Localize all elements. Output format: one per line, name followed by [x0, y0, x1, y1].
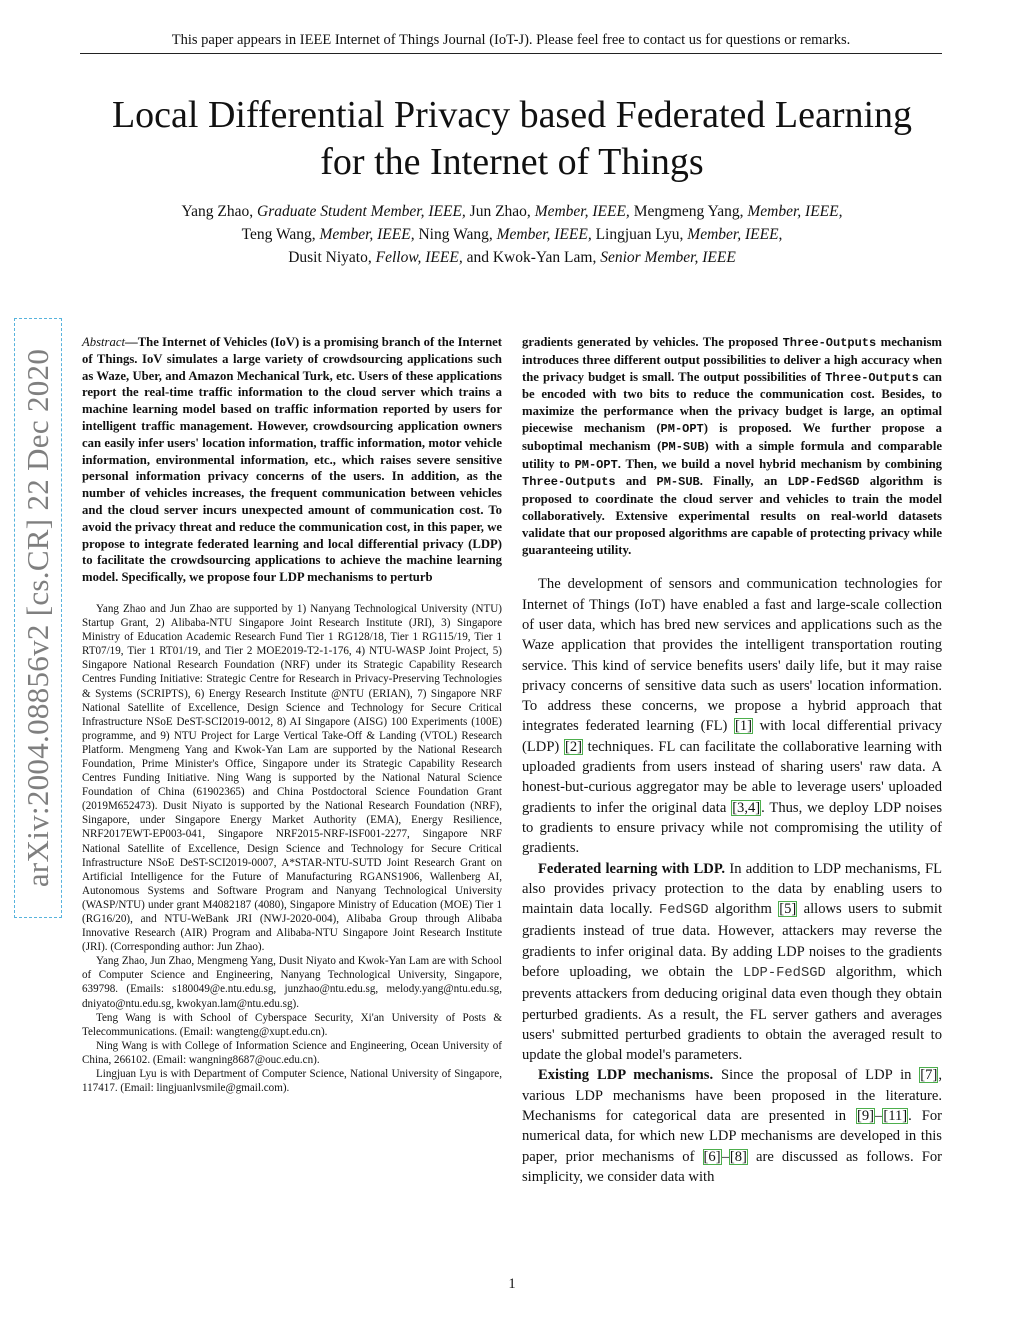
author-name: Kwok-Yan Lam,: [492, 249, 597, 266]
funding-footnote: Yang Zhao and Jun Zhao are supported by 1) Nanyang Technological University (NTU) Startup Grant, 2) Alibaba-NTU Singapore Joint Research Institute (JRI), 3) Singapore Ministry of Education Academic Research Fund Tier 1 RG128/18, Tier 1 RG115/19, Tier 1 RT07/19, Tier 1 RT01/19, and Tier 2 MOE2019-T2-1-176, 4) NTU-WASP Joint Project, 5) Singapore National Research Foundation (NRF) under its Strategic Capability Research Centres Funding Initiative: Strategic Centre for Research in Privacy-Preserving Technologies & Systems (SCRIPTS), 6) Energy Research Institute @NTU (ERIAN), 7) Singapore NRF National Satellite of Excellence, Design Science and Technology for Secure Critical Infrastructure NSoE DeST-SCI2019-0012, 8) AI Singapore (AISG) 100 Experiments (100E) programme, and 9) NTU Project for Large Vertical Take-Off & Landing (VTOL) Research Platform. Mengmeng Yang and Kwok-Yan Lam are supported by the National Research Foundation, Prime Minister's Office, Singapore under its Strategic Capability Research Centres Funding Initiative. Ning Wang is supported by the National Natural Science Foundation of China (61902365) and China Postdoctoral Science Foundation Grant (2019M652473). Dusit Niyato is supported by the National Research Foundation (NRF), Singapore, under Singapore Energy Market Authority (EMA), Energy Resilience, NRF2017EWT-EP003-041, Singapore NRF2015-NRF-ISF001-2277, Singapore NRF National Satellite of Excellence, Design Science and Technology for Secure Critical Infrastructure NSoE DeST-SCI2019-0007, A*STAR-NTU-SUTD Joint Research Grant on Artificial Intelligence for the Future of Manufacturing RGANS1906, Wallenberg AI, Autonomous Systems and Software Program and Nanyang Technological University (WASP/NTU) under grant M4082187 (4080), Singapore Ministry of Education (MOE) Tier 1 (RG16/20), and NTU-WeBank JRI (NWJ-2020-004), Alibaba Group through Alibaba Innovative Research (AIR) Program and Alibaba-NTU Singapore Joint Research Institute (JRI). (Corresponding author: Jun Zhao).: [82, 602, 502, 954]
arxiv-identifier-stamp[interactable]: [14, 318, 62, 918]
paragraph-text: . For numerical data, for which new LDP mechanisms are developed in this paper, prior mechanisms of: [522, 1108, 943, 1165]
citation-link[interactable]: [11]: [883, 1108, 908, 1125]
abstract-label: Abstract: [82, 335, 125, 349]
author-role: Senior Member, IEEE: [600, 249, 736, 266]
citation-link[interactable]: [8]: [729, 1148, 747, 1165]
paragraph-text: techniques. FL can facilitate the collaborative learning with uploaded gradients from users instead of sharing users' raw data. A honest-but-curious aggregator may be able to leverage users' uploaded gradients to infer the original data: [522, 738, 942, 816]
abstract-text: . Finally, an: [699, 474, 788, 489]
citation-link[interactable]: [7]: [920, 1067, 938, 1084]
affiliation-footnote: Teng Wang is with School of Cyberspace Security, Xi'an University of Posts & Telecommunications. (Email: wangteng@xupt.edu.cn).: [82, 1011, 502, 1038]
author-role: Member, IEEE,: [496, 226, 592, 243]
paragraph-text: . Thus, we deploy LDP noises to gradients to ensure privacy while not compromising the utility of gradients.: [522, 799, 943, 857]
author-role: Member, IEEE,: [687, 226, 783, 243]
affiliation-footnote: Lingjuan Lyu is with Department of Computer Science, National University of Singapore, 117417. (Email: lingjuanlvsmile@gmail.com).: [82, 1068, 502, 1095]
journal-header-note: This paper appears in IEEE Internet of Things Journal (IoT-J). Please feel free to contact us for questions or remarks.: [80, 32, 942, 54]
paragraph-text: algorithm: [708, 901, 779, 918]
abstract-text: and: [615, 474, 657, 489]
paragraph-text: are discussed as follows. For simplicity, we consider data with: [522, 1148, 943, 1185]
paragraph-heading: Existing LDP mechanisms.: [538, 1067, 714, 1084]
mechanism-name: Three-Outputs: [522, 475, 616, 490]
paragraph-text: , various LDP mechanisms have been proposed in the literature. Mechanisms for categorical data are presented in: [522, 1067, 942, 1125]
author-role: Member, IEEE,: [747, 203, 843, 220]
paragraph-text: –: [721, 1148, 729, 1165]
paragraph-text: Since the proposal of LDP in: [713, 1067, 920, 1084]
paper-title: [60, 92, 964, 186]
intro-paragraph: [522, 574, 942, 858]
paragraph-text: algorithm, which prevents attackers from deducing original data even though they obtain perturbed gradients. As a result, the FL server gathers and averages users' submitted perturbed gradients to obtain the averaged result to update the global model's parameters.: [522, 964, 942, 1064]
author-name: Yang Zhao,: [181, 203, 254, 220]
abstract-text: mechanism introduces three different output possibilities to deliver a high accuracy when the privacy budget is small. The output possibilities of: [522, 335, 942, 384]
author-name: Dusit Niyato,: [288, 249, 372, 266]
left-column: [82, 334, 502, 1095]
author-role: Member, IEEE,: [534, 203, 630, 220]
author-name: Ning Wang,: [418, 226, 493, 243]
affiliation-footnote: Yang Zhao, Jun Zhao, Mengmeng Yang, Dusit Niyato and Kwok-Yan Lam are with School of Computer Science and Engineering, Nanyang Technological University, Singapore, 639798. (Emails: s180049@e.ntu.edu.sg, junzhao@ntu.edu.sg, melody.yang@ntu.edu.sg, dniyato@ntu.edu.sg, kwokyan.lam@ntu.edu.sg).: [82, 955, 502, 1010]
mechanism-name: Three-Outputs: [782, 336, 877, 350]
mechanism-name: Three-Outputs: [825, 370, 919, 385]
algorithm-name: LDP-FedSGD: [787, 475, 860, 490]
paragraph-text: The development of sensors and communication technologies for Internet of Things (IoT) have enabled a fast and large-scale collection of user data, which has bred new services and applications such as the Waze application that provides the intelligent transportation routing service. This kind of service benefits users' daily life, but it may raise privacy concerns of sensitive data such as users' location information. To address these concerns, we propose a hybrid approach that integrates federated learning (FL): [522, 576, 942, 735]
abstract: [82, 334, 502, 586]
abstract-text: ) with a simple formula and comparable utility to: [522, 438, 942, 471]
arxiv-identifier-text[interactable]: arXiv:2004.08856v2 [cs.CR] 22 Dec 2020: [20, 348, 56, 888]
fl-ldp-paragraph: [522, 859, 942, 1066]
paragraph-text: allows users to submit gradients instead of true data. However, attackers may reverse the gradients to infer original data. By adding LDP noises to the gradients before uploading, we obtain the: [522, 901, 942, 980]
abstract-text: —The Internet of Vehicles (IoV) is a promising branch of the Internet of Things. IoV simulates a large variety of crowdsourcing applications such as Waze, Uber, and Amazon Mechanical Turk, etc. Users of these applications report the real-time traffic information to the cloud server which trains a machine learning model based on traffic information reported by users for intelligent traffic management. However, crowdsourcing application owners can easily infer users' location information, traffic information, motor vehicle information, environmental information, etc., which raises severe sensitive personal information privacy concerns of the users. In addition, as the number of vehicles increases, the frequent communication between vehicles and the cloud server incurs unexpected amount of communication cost. To avoid the privacy threat and reduce the communication cost, in this paper, we propose to integrate federated learning and local differential privacy (LDP) to facilitate the crowdsourcing applications to achieve the machine learning model. Specifically, we propose four LDP mechanisms to perturb: [82, 335, 502, 585]
footnotes: [82, 602, 502, 1095]
mechanism-name: PM-SUB: [656, 475, 700, 490]
title-line-2: for the Internet of Things: [320, 141, 704, 183]
citation-link[interactable]: [5]: [779, 901, 797, 918]
affiliation-footnote: Ning Wang is with College of Information Science and Engineering, Ocean University of China, 266102. (Email: wangning8687@ouc.edu.cn).: [82, 1039, 502, 1066]
existing-ldp-paragraph: [522, 1065, 942, 1187]
citation-link[interactable]: [9]: [857, 1108, 875, 1125]
paragraph-text: with local differential privacy (LDP): [522, 718, 942, 755]
author-list: [70, 200, 954, 269]
author-name: Jun Zhao,: [469, 203, 531, 220]
abstract-text: ) is proposed. We further propose a suboptimal mechanism (: [522, 420, 942, 453]
paragraph-heading: Federated learning with LDP.: [538, 860, 726, 877]
author-role: Fellow, IEEE,: [375, 249, 463, 266]
mechanism-name: PM-SUB: [661, 439, 705, 454]
abstract-text: gradients generated by vehicles. The proposed: [522, 335, 783, 349]
right-column: [522, 334, 942, 1187]
citation-link[interactable]: [6]: [703, 1148, 721, 1165]
author-role: Member, IEEE,: [319, 226, 415, 243]
mechanism-name: PM-OPT: [660, 421, 704, 436]
algorithm-name: LDP-FedSGD: [742, 966, 826, 981]
author-role: Graduate Student Member, IEEE,: [257, 203, 466, 220]
algorithm-name: FedSGD: [658, 903, 709, 919]
abstract-text: algorithm is proposed to coordinate the cloud server and vehicles to train the model collaboratively. Extensive experimental results on real-world datasets validate that our proposed algorithms are capable of protecting privacy while guaranteeing utility.: [522, 474, 942, 557]
citation-link[interactable]: [2]: [564, 738, 582, 755]
mechanism-name: PM-OPT: [574, 457, 618, 472]
abstract-text: can be encoded with two bits to reduce the communication cost. Besides, to maximize the performance when the privacy budget is large, an optimal piecewise mechanism (: [522, 369, 942, 435]
citation-link[interactable]: [3,4]: [732, 799, 761, 816]
paragraph-text: In addition to LDP mechanisms, FL also provides privacy protection to the data by enabling users to maintain data locally.: [522, 860, 943, 918]
citation-link[interactable]: [1]: [734, 718, 752, 735]
abstract-continued: [522, 334, 942, 558]
title-line-1: Local Differential Privacy based Federated Learning: [111, 94, 913, 136]
abstract-text: . Then, we build a novel hybrid mechanism by combining: [617, 456, 942, 471]
author-conjunction: and: [466, 249, 489, 266]
page-number: 1: [508, 1276, 516, 1292]
author-name: Teng Wang,: [241, 226, 316, 243]
author-name: Lingjuan Lyu,: [595, 226, 684, 243]
author-name: Mengmeng Yang,: [633, 203, 744, 220]
paragraph-text: –: [875, 1108, 883, 1125]
